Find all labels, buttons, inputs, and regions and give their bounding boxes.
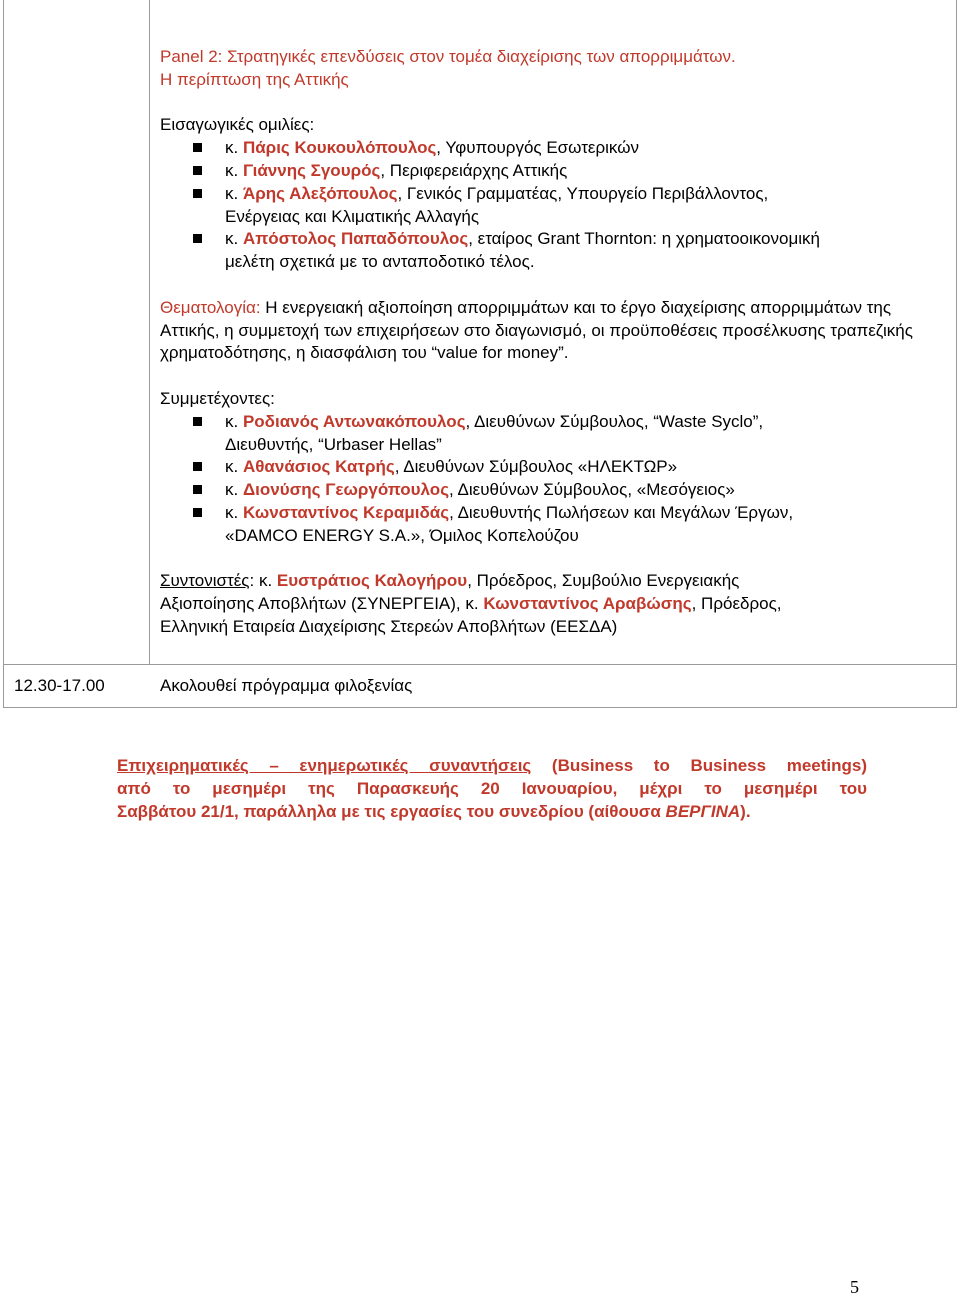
list-item: κ. Κωνσταντίνος Κεραμιδάς, Διευθυντής Πωλήσεων και Μεγάλων Έργων, «DAMCO ENERGY S.A.», Όμιλος Κοπελούζου [160, 502, 950, 548]
panel-title-text: : Στρατηγικές επενδύσεις στον τομέα διαχείρισης των απορριμμάτων. [217, 47, 736, 66]
topic-label: Θεματολογία: [160, 297, 261, 317]
table-border-bottom [3, 707, 957, 708]
list-item: κ. Απόστολος Παπαδόπουλος, εταίρος Grant Thornton: η χρηματοοικονομική μελέτη σχετικά με το ανταποδοτικό τέλος. [160, 228, 950, 274]
list-item: κ. Διονύσης Γεωργόπουλος, Διευθύνων Σύμβουλος, «Μεσόγειος» [160, 479, 950, 502]
intro-speakers-list [160, 137, 950, 274]
b2b-line-3: Σαββάτου 21/1, παράλληλα με τις εργασίες του συνεδρίου (αίθουσα ΒΕΡΓΙΝΑ). [117, 802, 751, 821]
list-item: κ. Άρης Αλεξόπουλος, Γενικός Γραμματέας, Υπουργείο Περιβάλλοντος, Ενέργειας και Κλιματικής Αλλαγής [160, 183, 950, 229]
program-text: Ακολουθεί πρόγραμμα φιλοξενίας [160, 676, 413, 695]
participants-heading: Συμμετέχοντες: [160, 388, 275, 408]
panel-cell [160, 46, 950, 639]
panel-title [160, 46, 950, 69]
b2b-venue: ΒΕΡΓΙΝΑ [665, 802, 741, 821]
intro-heading: Εισαγωγικές ομιλίες: [160, 115, 315, 135]
list-item: κ. Πάρις Κουκουλόπουλος, Υφυπουργός Εσωτερικών [160, 137, 950, 160]
list-item: κ. Ροδιανός Αντωνακόπουλος, Διευθύνων Σύμβουλος, “Waste Syclo”, Διευθυντής, “Urbaser Hellas” [160, 411, 950, 457]
coordinators-label: Συντονιστές [160, 571, 250, 591]
coordinators-paragraph: Συντονιστές: κ. Ευστράτιος Καλογήρου, Πρόεδρος, Συμβούλιο Ενεργειακής Αξιοποίησης Αποβλήτων (ΣΥΝΕΡΓΕΙΑ), κ. Κωνσταντίνος Αραβώσης, Πρόεδρος, Ελληνική Εταιρεία Διαχείρισης Στερεών Αποβλήτων (ΕΕΣΔΑ) [160, 571, 782, 636]
topic-paragraph [160, 297, 950, 365]
list-item: κ. Αθανάσιος Κατρής, Διευθύνων Σύμβουλος «ΗΛΕΚΤΩΡ» [160, 456, 950, 479]
panel-number: Panel 2 [160, 47, 218, 66]
table-border-column [149, 0, 150, 664]
b2b-announcement [117, 754, 867, 823]
panel-subtitle: Η περίπτωση της Αττικής [160, 69, 349, 89]
table-border-left [3, 0, 4, 708]
participants-list [160, 411, 950, 548]
program-time: 12.30-17.00 [14, 676, 105, 695]
page-number: 5 [850, 1277, 859, 1297]
table-border-right [956, 0, 957, 708]
list-item: κ. Γιάννης Σγουρός, Περιφερειάρχης Αττικής [160, 160, 950, 183]
b2b-line-1: Επιχειρηματικές – ενημερωτικές συναντήσεις (Business to Business meetings) [117, 756, 867, 775]
table-row-divider [3, 664, 957, 665]
b2b-line-2: από το μεσημέρι της Παρασκευής 20 Ιανουαρίου, μέχρι το μεσημέρι του [117, 779, 867, 798]
topic-text: Η ενεργειακή αξιοποίηση απορριμμάτων και το έργο διαχείρισης απορριμμάτων της Αττικής, η συμμετοχή των επιχειρήσεων στο διαγωνισμό, οι προϋποθέσεις προσέλκυσης τραπεζικής χρηματοδότησης, η διασφάλιση του “value for money”. [160, 297, 913, 363]
